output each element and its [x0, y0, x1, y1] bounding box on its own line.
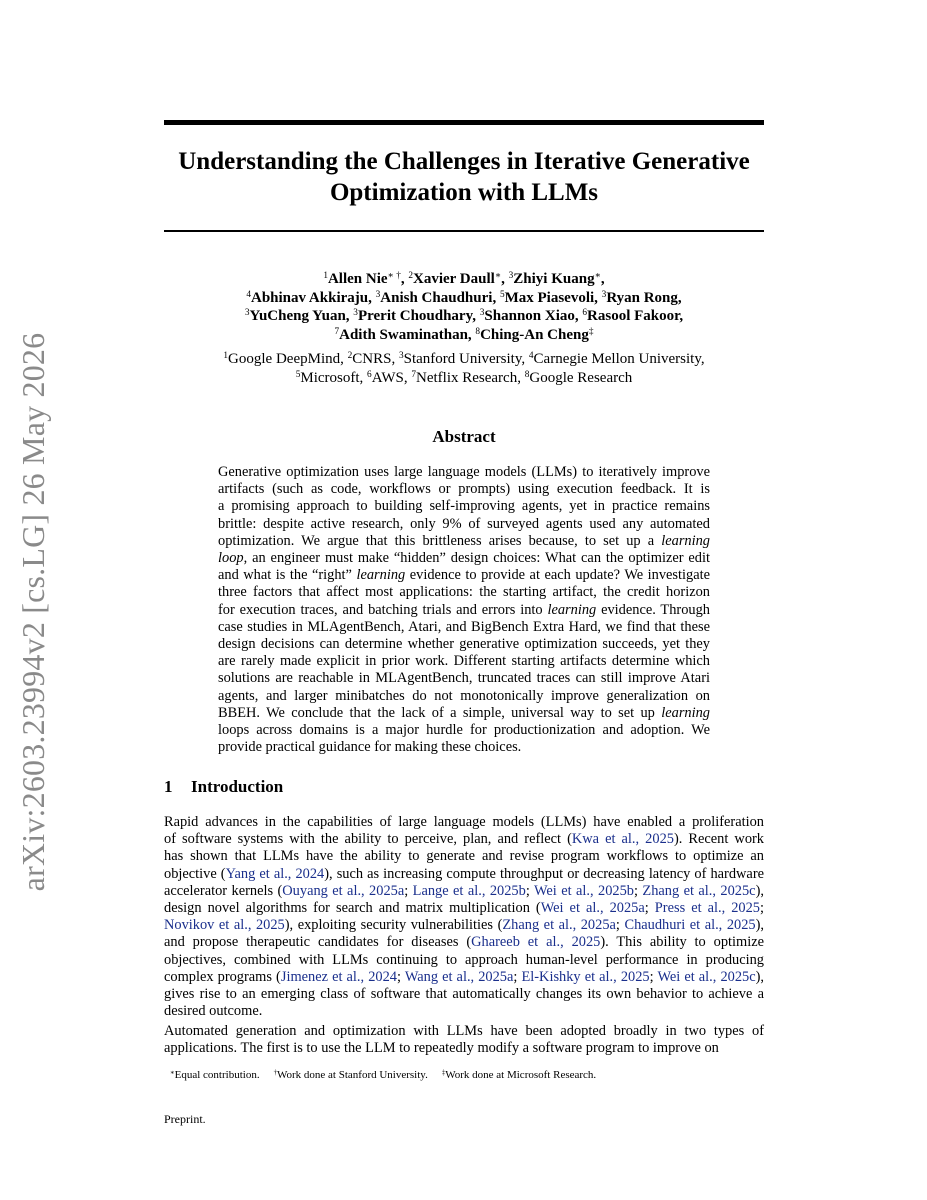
author-separator: ,: [677, 289, 682, 306]
affiliation-name: AWS: [371, 369, 404, 386]
paragraph-line: [164, 1023, 764, 1040]
text-run: and propose therapeutic candidates for diseases (: [164, 934, 472, 951]
text-run: ), such as increasing compute throughput or decreasing latency of hardware: [324, 865, 764, 882]
citation-link[interactable]: Jimenez et al., 2024: [280, 968, 397, 985]
affiliation-number: 5: [295, 369, 301, 380]
text-run: desired outcome.: [164, 1003, 263, 1020]
author-separator: ,: [467, 326, 476, 343]
paragraph-line: [164, 866, 764, 883]
author-affiliation-number: 3: [375, 289, 381, 300]
section-title: Introduction: [191, 777, 284, 796]
affiliation-number: 2: [347, 350, 353, 361]
text-run: Automated generation and optimization with LLMs have been adopted broadly in two types of: [164, 1023, 764, 1039]
text-run: complex programs (: [164, 968, 281, 985]
author-affiliation-number: 7: [334, 326, 340, 337]
affiliation-separator: ,: [517, 369, 525, 386]
author-line: [164, 307, 764, 326]
text-run: ),: [755, 968, 765, 985]
text-run: ). Recent work: [673, 831, 764, 848]
text-run: ). This ability to optimize: [600, 934, 765, 951]
author-name: YuCheng Yuan: [249, 308, 346, 324]
author-list: [164, 270, 764, 344]
author-separator: ,: [345, 308, 354, 324]
section-number: 1: [164, 777, 173, 796]
footnote-mark: ∗: [170, 1069, 175, 1077]
text-run: Rapid advances in the capabilities of large language models (LLMs) have enabled a proliferation: [164, 814, 764, 830]
abstract-body: [218, 464, 710, 756]
author-name: Anish Chaudhuri: [380, 289, 493, 306]
author-note-mark: ∗ †: [387, 270, 401, 281]
footnote-text: Work done at Microsoft Research.: [445, 1069, 597, 1081]
footnote-text: Work done at Stanford University.: [276, 1069, 428, 1081]
abstract-line: provide practical guidance for making these choices.: [218, 739, 522, 756]
paragraph-line: [164, 934, 764, 951]
abstract-line: for execution traces, and batching trials and errors into learning evidence. Through: [218, 601, 710, 618]
abstract-line: artifacts (such as code, workflows or prompts) using execution feedback. It is: [218, 481, 710, 498]
author-name: Adith Swaminathan: [339, 326, 468, 343]
text-run: ), exploiting security vulnerabilities (: [284, 917, 503, 934]
paragraph-line: [164, 814, 764, 831]
affiliation-name: Google Research: [529, 369, 633, 386]
author-name: Ryan Rong: [606, 289, 678, 306]
citation-link[interactable]: Lange et al., 2025b: [412, 882, 526, 899]
author-line: [164, 270, 764, 289]
abstract-line: loop, an engineer must make “hidden” design choices: What can the optimizer edit: [218, 550, 710, 567]
author-affiliation-number: 6: [582, 307, 588, 318]
author-affiliation-number: 1: [323, 270, 328, 281]
author-name: Ching-An Cheng: [480, 326, 589, 343]
affiliation-line: [164, 350, 764, 369]
text-run: has shown that LLMs have the ability to generate and revise program workflows to optimize an: [164, 848, 764, 865]
abstract-line: Generative optimization uses large language models (LLMs) to iteratively improve: [218, 464, 710, 480]
affiliation-number: 7: [411, 369, 416, 380]
citation-link[interactable]: Zhang et al., 2025a: [502, 917, 616, 934]
abstract-line: are rarely made explicit in prior work. Different starting artifacts determine which: [218, 653, 710, 670]
citation-link[interactable]: Novikov et al., 2025: [164, 917, 285, 934]
author-separator: ,: [501, 271, 509, 287]
affiliation-number: 4: [528, 350, 534, 361]
affiliation-list: [164, 350, 764, 387]
text-run: accelerator kernels (: [164, 882, 283, 899]
author-separator: ,: [594, 289, 602, 306]
author-name: Allen Nie: [327, 271, 388, 287]
affiliation-name: Google DeepMind: [228, 351, 341, 367]
affiliation-separator: ,: [521, 351, 529, 367]
text-run: objectives, combined with LLMs continuing to approach human-level performance in producing: [164, 951, 764, 968]
author-name: Abhinav Akkiraju: [250, 289, 369, 306]
author-affiliation-number: 3: [601, 289, 607, 300]
footnote-mark: †: [273, 1069, 277, 1077]
abstract-heading: Abstract: [432, 427, 496, 446]
affiliation-number: 1: [223, 350, 229, 361]
paragraph-line: [164, 1003, 764, 1020]
text-run: ;: [525, 882, 534, 899]
author-note-mark: ‡: [588, 326, 594, 337]
text-run: of software systems with the ability to perceive, plan, and reflect (: [164, 831, 572, 848]
affiliation-name: Microsoft: [300, 369, 360, 386]
abstract-line: a promising approach to building self-improving agents, yet in practice remains: [218, 498, 710, 515]
title-line: Understanding the Challenges in Iterative Generative: [178, 148, 750, 175]
arxiv-identifier: arXiv:2603.23994v2 [cs.LG] 26 May 2026: [15, 332, 51, 892]
paragraph-line: [164, 986, 764, 1003]
affiliation-number: 6: [367, 369, 372, 380]
author-separator: ,: [472, 308, 480, 324]
affiliation-name: Stanford University: [403, 351, 522, 367]
paragraph-line: [164, 952, 764, 969]
author-affiliation-number: 3: [353, 307, 358, 318]
author-name: Prerit Choudhary: [357, 308, 473, 324]
author-affiliation-number: 3: [479, 307, 485, 318]
author-affiliation-number: 3: [244, 307, 250, 318]
paragraph-line: [164, 831, 764, 848]
citation-link[interactable]: Ouyang et al., 2025a: [282, 882, 405, 899]
affiliation-separator: ,: [700, 351, 705, 367]
author-affiliation-number: 2: [408, 270, 413, 281]
text-run: applications. The first is to use the LLM to repeatedly modify a software program to improve on: [164, 1040, 719, 1057]
text-run: ;: [644, 900, 655, 917]
citation-link[interactable]: Kwa et al., 2025: [571, 831, 674, 848]
footnote: [170, 1069, 260, 1081]
text-run: ;: [615, 917, 625, 934]
paragraph-line: [164, 1040, 764, 1057]
affiliation-line: [164, 369, 764, 388]
affiliation-name: Netflix Research: [416, 369, 518, 386]
abstract-line: case studies in MLAgentBench, Atari, and BigBench Extra Hard, we find that these: [218, 618, 710, 635]
affiliation-separator: ,: [403, 369, 412, 386]
paragraph-line: [164, 917, 764, 934]
text-run: ),: [755, 882, 764, 899]
title-rule-top: [164, 120, 764, 125]
text-run: ;: [513, 968, 522, 985]
citation-link[interactable]: Wei et al., 2025c: [657, 968, 756, 985]
paragraph-line: [164, 969, 764, 986]
author-affiliation-number: 5: [499, 289, 505, 300]
section-heading-introduction: [164, 777, 283, 797]
author-separator: ,: [492, 289, 500, 306]
author-separator: ,: [600, 271, 605, 287]
title-rule-bottom: [164, 230, 764, 232]
affiliation-name: CNRS: [352, 351, 392, 367]
text-run: gives rise to an emerging class of software that automatically changes its own behavior to achieve a: [164, 986, 764, 1003]
author-line: [164, 289, 764, 308]
paper-title: [164, 146, 764, 208]
footnotes: [170, 1069, 610, 1081]
abstract-line: loops across domains is a major hurdle for productionization and adoption. We: [218, 722, 710, 739]
affiliation-name: Carnegie Mellon University: [533, 351, 701, 367]
text-run: design novel algorithms for search and matrix multiplication (: [164, 900, 541, 917]
text-run: objective (: [164, 865, 226, 882]
abstract-line: solutions are reachable in MLAgentBench, truncated traces can still improve Atari: [218, 670, 710, 687]
affiliation-number: 3: [398, 350, 404, 361]
author-separator: ,: [368, 289, 376, 306]
paragraph-line: [164, 883, 764, 900]
text-run: ;: [633, 882, 643, 899]
affiliation-separator: ,: [391, 351, 399, 367]
affiliation-separator: ,: [340, 351, 348, 367]
author-name: Zhiyi Kuang: [513, 271, 595, 287]
author-name: Rasool Fakoor: [587, 308, 680, 324]
citation-link[interactable]: Yang et al., 2024: [225, 865, 325, 882]
author-name: Shannon Xiao: [484, 308, 575, 324]
footnote-mark: ‡: [441, 1069, 446, 1077]
citation-link[interactable]: Ghareeb et al., 2025: [471, 934, 601, 951]
text-run: ;: [404, 882, 413, 899]
author-name: Xavier Daull: [413, 271, 495, 287]
abstract-line: design decisions can determine whether generative optimization succeeds, yet they: [218, 636, 710, 653]
title-line: Optimization with LLMs: [329, 179, 599, 206]
author-note-mark: ∗: [494, 270, 502, 281]
abstract-line: and what is the “right” learning evidence to provide at each update? We investigate: [218, 567, 710, 584]
abstract-line: optimization. We argue that this brittleness arises because, to set up a learning: [218, 532, 710, 549]
abstract-line: agents, and larger minibatches do not monotonically improve generalization on: [218, 687, 710, 704]
intro-paragraph-2: [164, 1023, 764, 1057]
author-separator: ,: [679, 308, 684, 324]
author-name: Max Piasevoli: [504, 289, 595, 306]
author-affiliation-number: 4: [246, 289, 251, 300]
preprint-label: Preprint.: [164, 1112, 206, 1126]
citation-link[interactable]: Zhang et al., 2025c: [642, 882, 756, 899]
citation-link[interactable]: Chaudhuri et al., 2025: [624, 917, 756, 934]
citation-link[interactable]: Wei et al., 2025a: [540, 900, 645, 917]
author-note-mark: ∗: [594, 270, 601, 281]
citation-link[interactable]: Wei et al., 2025b: [533, 882, 634, 899]
affiliation-number: 8: [524, 369, 530, 380]
abstract-line: three factors that affect most applications: the starting artifact, the credit horizon: [218, 584, 710, 601]
footnote: [442, 1069, 596, 1081]
text-run: ;: [760, 900, 764, 917]
intro-paragraph-1: [164, 814, 764, 1020]
author-affiliation-number: 8: [475, 326, 481, 337]
footnote: [274, 1069, 428, 1081]
abstract-line: brittle: despite active research, only 9% of surveyed agents used any automated: [218, 515, 710, 532]
paragraph-line: [164, 848, 764, 865]
citation-link[interactable]: Wang et al., 2025a: [404, 968, 514, 985]
affiliation-separator: ,: [359, 369, 368, 386]
footnote-text: Equal contribution.: [174, 1069, 260, 1081]
text-run: ;: [396, 968, 405, 985]
citation-link[interactable]: Press et al., 2025: [654, 900, 760, 917]
author-separator: ,: [574, 308, 583, 324]
paragraph-line: [164, 900, 764, 917]
text-run: ),: [755, 917, 764, 934]
author-line: [164, 326, 764, 345]
text-run: ;: [649, 968, 658, 985]
author-affiliation-number: 3: [508, 270, 514, 281]
author-separator: ,: [400, 271, 409, 287]
citation-link[interactable]: El-Kishky et al., 2025: [521, 968, 650, 985]
abstract-line: BBEH. We conclude that the lack of a simple, universal way to set up learning: [218, 704, 710, 721]
